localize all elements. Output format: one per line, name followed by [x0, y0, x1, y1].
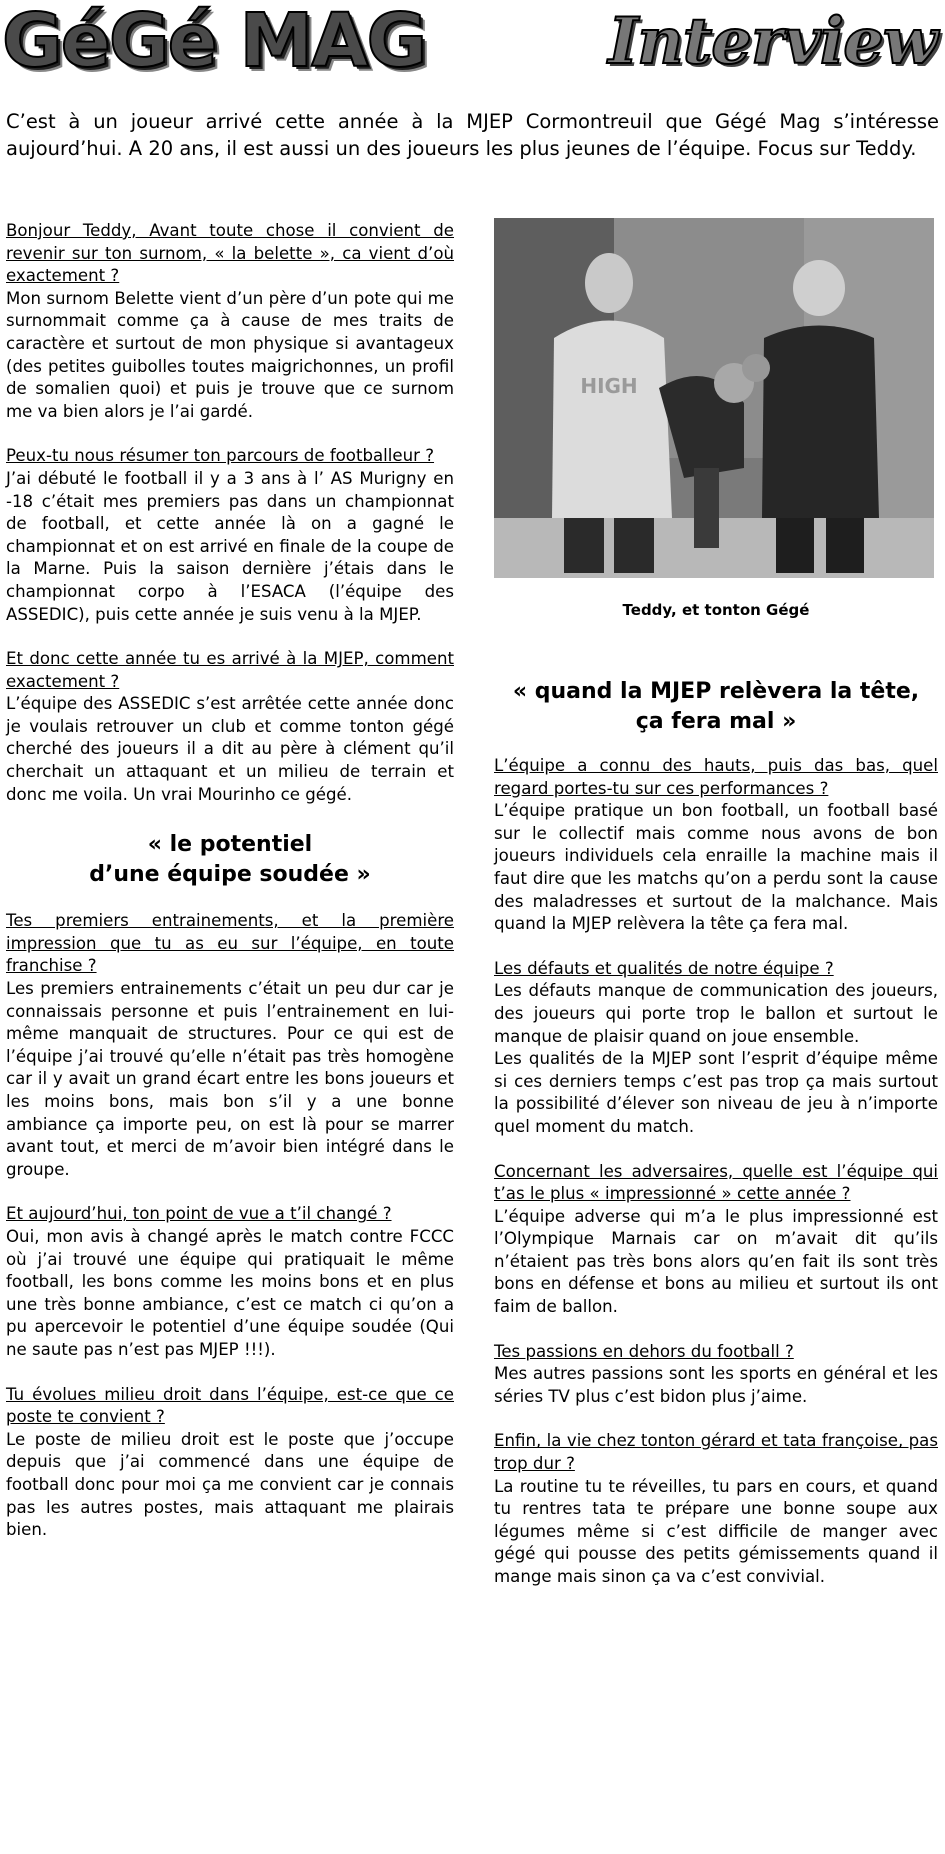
interview-photo — [494, 218, 934, 578]
answer-7: L’équipe pratique un bon football, un football basé sur le collectif mais comme nous avons de bon joueurs individuels cela enraille la machine mais il faut dire que les matchs qu’on a perdu sont la cause des maladresses et surtout de la malchance. Mais quand la MJEP relèvera la tête ça fera mal. — [494, 801, 938, 934]
answer-4: Les premiers entrainements c’était un peu dur car je connaissais personne et puis l’entrainement en lui-même manquait de structures. Pour ce qui est de l’équipe j’ai trouvé qu’elle n’était pas très homogène car il y avait un grand écart entre les bons joueurs et les moins bons, mais bon s’il y a une bonne ambiance ça importe peu, on est là pour se marrer avant tout, et merci de m’avoir bien intégré dans le groupe. — [6, 979, 454, 1179]
pullquote-right-line-1: « quand la MJEP relèvera la tête, — [512, 679, 920, 704]
pullquote-right-line-2: ça fera mal » — [635, 709, 797, 734]
question-10: Tes passions en dehors du football ? — [494, 1341, 794, 1361]
answer-11: La routine tu te réveilles, tu pars en cours, et quand tu rentres tata te prépare une bonne soupe aux légumes même si c’est difficile de manger avec gégé qui pousse des petits gémissements quand il mange mais sinon ça va c’est convivial. — [494, 1476, 938, 1586]
answer-9: L’équipe adverse qui m’a le plus impressionné est l’Olympique Marnais car on m’avait dit qu’ils n’étaient pas très bons alors qu’en fait ils sont très bons en défense et bons au milieu et surtout ils ont faim de ballon. — [494, 1206, 938, 1317]
interview-section-logo: Interview — [608, 4, 937, 79]
question-11: Enfin, la vie chez tonton gérard et tata françoise, pas trop dur ? — [494, 1431, 938, 1474]
right-column — [494, 218, 938, 1589]
question-8: Les défauts et qualités de notre équipe ? — [494, 958, 834, 978]
photo-illustration — [494, 218, 934, 578]
intro-paragraph: C’est à un joueur arrivé cette année à la MJEP Cormontreuil que Gégé Mag s’intéresse aujourd’hui. A 20 ans, il est aussi un des joueurs les plus jeunes de l’équipe. Focus sur Teddy. — [6, 110, 939, 160]
answer-5: Oui, mon avis à changé après le match contre FCCC où j’ai trouvé une équipe qui pratiquait le même football, les bons comme les moins bons et en plus une très bonne ambiance, c’est ce match ci qu’on a pu apercevoir le potentiel d’une équipe soudée (Qui ne saute pas n’est pas MJEP !!!). — [6, 1226, 454, 1359]
masthead — [0, 0, 945, 100]
question-2: Peux-tu nous résumer ton parcours de footballeur ? — [6, 446, 435, 466]
answer-2: J’ai débuté le football il y a 3 ans à l’ AS Murigny en -18 c’était mes premiers pas dans un championnat de football, et cette année là on a gagné le championnat et on est arrivé en finale de la coupe de la Marne. Puis la saison dernière j’étais dans le championnat corpo à l’ESACA (l’équipe des ASSEDIC), puis cette année je suis venu à la MJEP. — [6, 468, 454, 624]
left-column — [6, 220, 454, 1542]
pullquote-left-line-1: « le potentiel — [147, 832, 313, 858]
question-5: Et aujourd’hui, ton point de vue a t’il changé ? — [6, 1204, 392, 1224]
photo-caption: Teddy, et tonton Gégé — [622, 601, 810, 619]
answer-1: Mon surnom Belette vient d’un père d’un pote qui me surnommait comme ça à cause de mes traits de caractère et surtout de mon physique si avantageux (des petites guibolles toutes maigrichonnes, un profil de somalien quoi) et puis je trouve que ce surnom me va bien alors je l’ai gardé. — [6, 288, 454, 421]
question-1: Bonjour Teddy, Avant toute chose il convient de revenir sur ton surnom, « la belette », ca vient d’où exactement ? — [6, 221, 454, 286]
answer-3: L’équipe des ASSEDIC s’est arrêtée cette année donc je voulais retrouver un club et comme tonton gégé cherché des joueurs il a dit au père à clément qu’il cherchait un attaquant et un milieu de terrain et donc me voila. Un vrai Mourinho ce gégé. — [6, 694, 454, 804]
question-9: Concernant les adversaires, quelle est l’équipe qui t’as le plus « impressionné » cette année ? — [494, 1161, 938, 1204]
question-6: Tu évolues milieu droit dans l’équipe, est-ce que ce poste te convient ? — [6, 1384, 454, 1427]
answer-8-defauts: Les défauts manque de communication des joueurs, des joueurs qui porte trop le ballon et surtout le manque de plaisir quand on joue ensemble. — [494, 981, 938, 1046]
pullquote-left-line-2: d’une équipe soudée » — [89, 862, 371, 888]
gege-mag-logo: GéGé MAG — [2, 0, 426, 84]
question-3: Et donc cette année tu es arrivé à la MJEP, comment exactement ? — [6, 649, 454, 691]
answer-10: Mes autres passions sont les sports en général et les séries TV plus c’est bidon plus j’aime. — [494, 1364, 938, 1406]
answer-8-qualites: Les qualités de la MJEP sont l’esprit d’équipe même si ces derniers temps c’est pas trop ça mais surtout la possibilité d’élever son niveau de jeu à n’importe quel moment du match. — [494, 1049, 938, 1136]
answer-6: Le poste de milieu droit est le poste que j’occupe depuis que j’ai commencé dans une équipe de football donc pour moi ça me convient car je connais pas les autres postes, mais attaquant me plairais bien. — [6, 1429, 454, 1540]
svg-text:HIGH: HIGH — [580, 374, 638, 398]
question-7: L’équipe a connu des hauts, puis das bas, quel regard portes-tu sur ces performances ? — [494, 756, 938, 798]
question-4: Tes premiers entrainements, et la première impression que tu as eu sur l’équipe, en toute franchise ? — [6, 911, 454, 976]
